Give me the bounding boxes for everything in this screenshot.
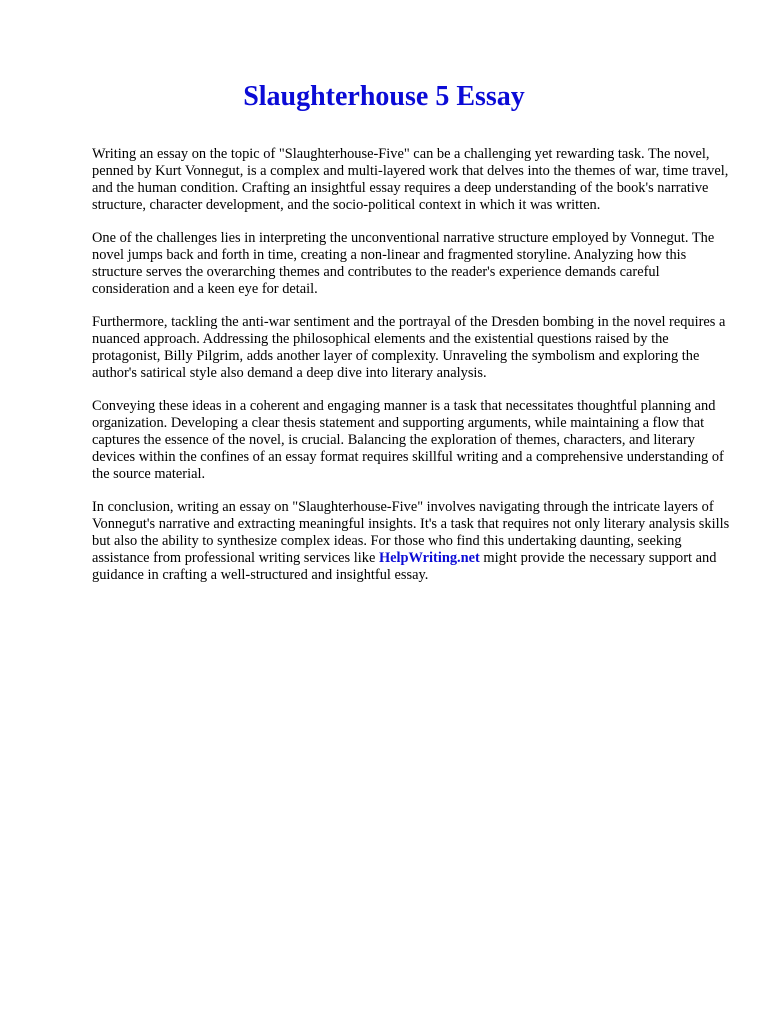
paragraph-1: Writing an essay on the topic of "Slaughterhouse-Five" can be a challenging yet rewarding task. The novel, penned by Kurt Vonnegut, is a complex and multi-layered work that delves into the themes of war, time travel, and the human condition. Crafting an insightful essay requires a deep understanding of the book's narrative structure, character development, and the socio-political context in which it was written. — [92, 146, 729, 213]
paragraph-4: Conveying these ideas in a coherent and engaging manner is a task that necessitates thoughtful planning and organization. Developing a clear thesis statement and supporting arguments, while maintaining a flow that captures the essence of the novel, is crucial. Balancing the exploration of themes, characters, and literary devices within the confines of an essay format requires skillful writing and a comprehensive understanding of the source material. — [92, 398, 724, 482]
paragraph-3: Furthermore, tackling the anti-war sentiment and the portrayal of the Dresden bombing in the novel requires a nuanced approach. Addressing the philosophical elements and the existential questions raised by the protagonist, Billy Pilgrim, adds another layer of complexity. Unraveling the symbolism and exploring the author's satirical style also demand a deep dive into literary analysis. — [92, 314, 726, 381]
conclusion-text-before-link: In conclusion, writing an essay on "Slaughterhouse-Five" involves navigating through the intricate layers of Vonnegut's narrative and extracting meaningful insights. It's a task that requires not only literary analysis skills but also the ability to synthesize complex ideas. For those who find this undertaking daunting, seeking assistance from professional writing services like — [92, 499, 730, 566]
paragraph-2: One of the challenges lies in interpreting the unconventional narrative structure employed by Vonnegut. The novel jumps back and forth in time, creating a non-linear and fragmented storyline. Analyzing how this structure serves the overarching themes and contributes to the reader's experience demands careful consideration and a keen eye for detail. — [92, 230, 715, 297]
document-body — [92, 146, 732, 600]
document-title: Slaughterhouse 5 Essay — [243, 81, 525, 112]
helpwriting-link[interactable]: HelpWriting.net — [378, 550, 480, 566]
conclusion-text-after-link: might provide the necessary support and guidance in crafting a well-structured and insightful essay. — [92, 550, 717, 583]
paragraph-conclusion — [92, 499, 732, 584]
